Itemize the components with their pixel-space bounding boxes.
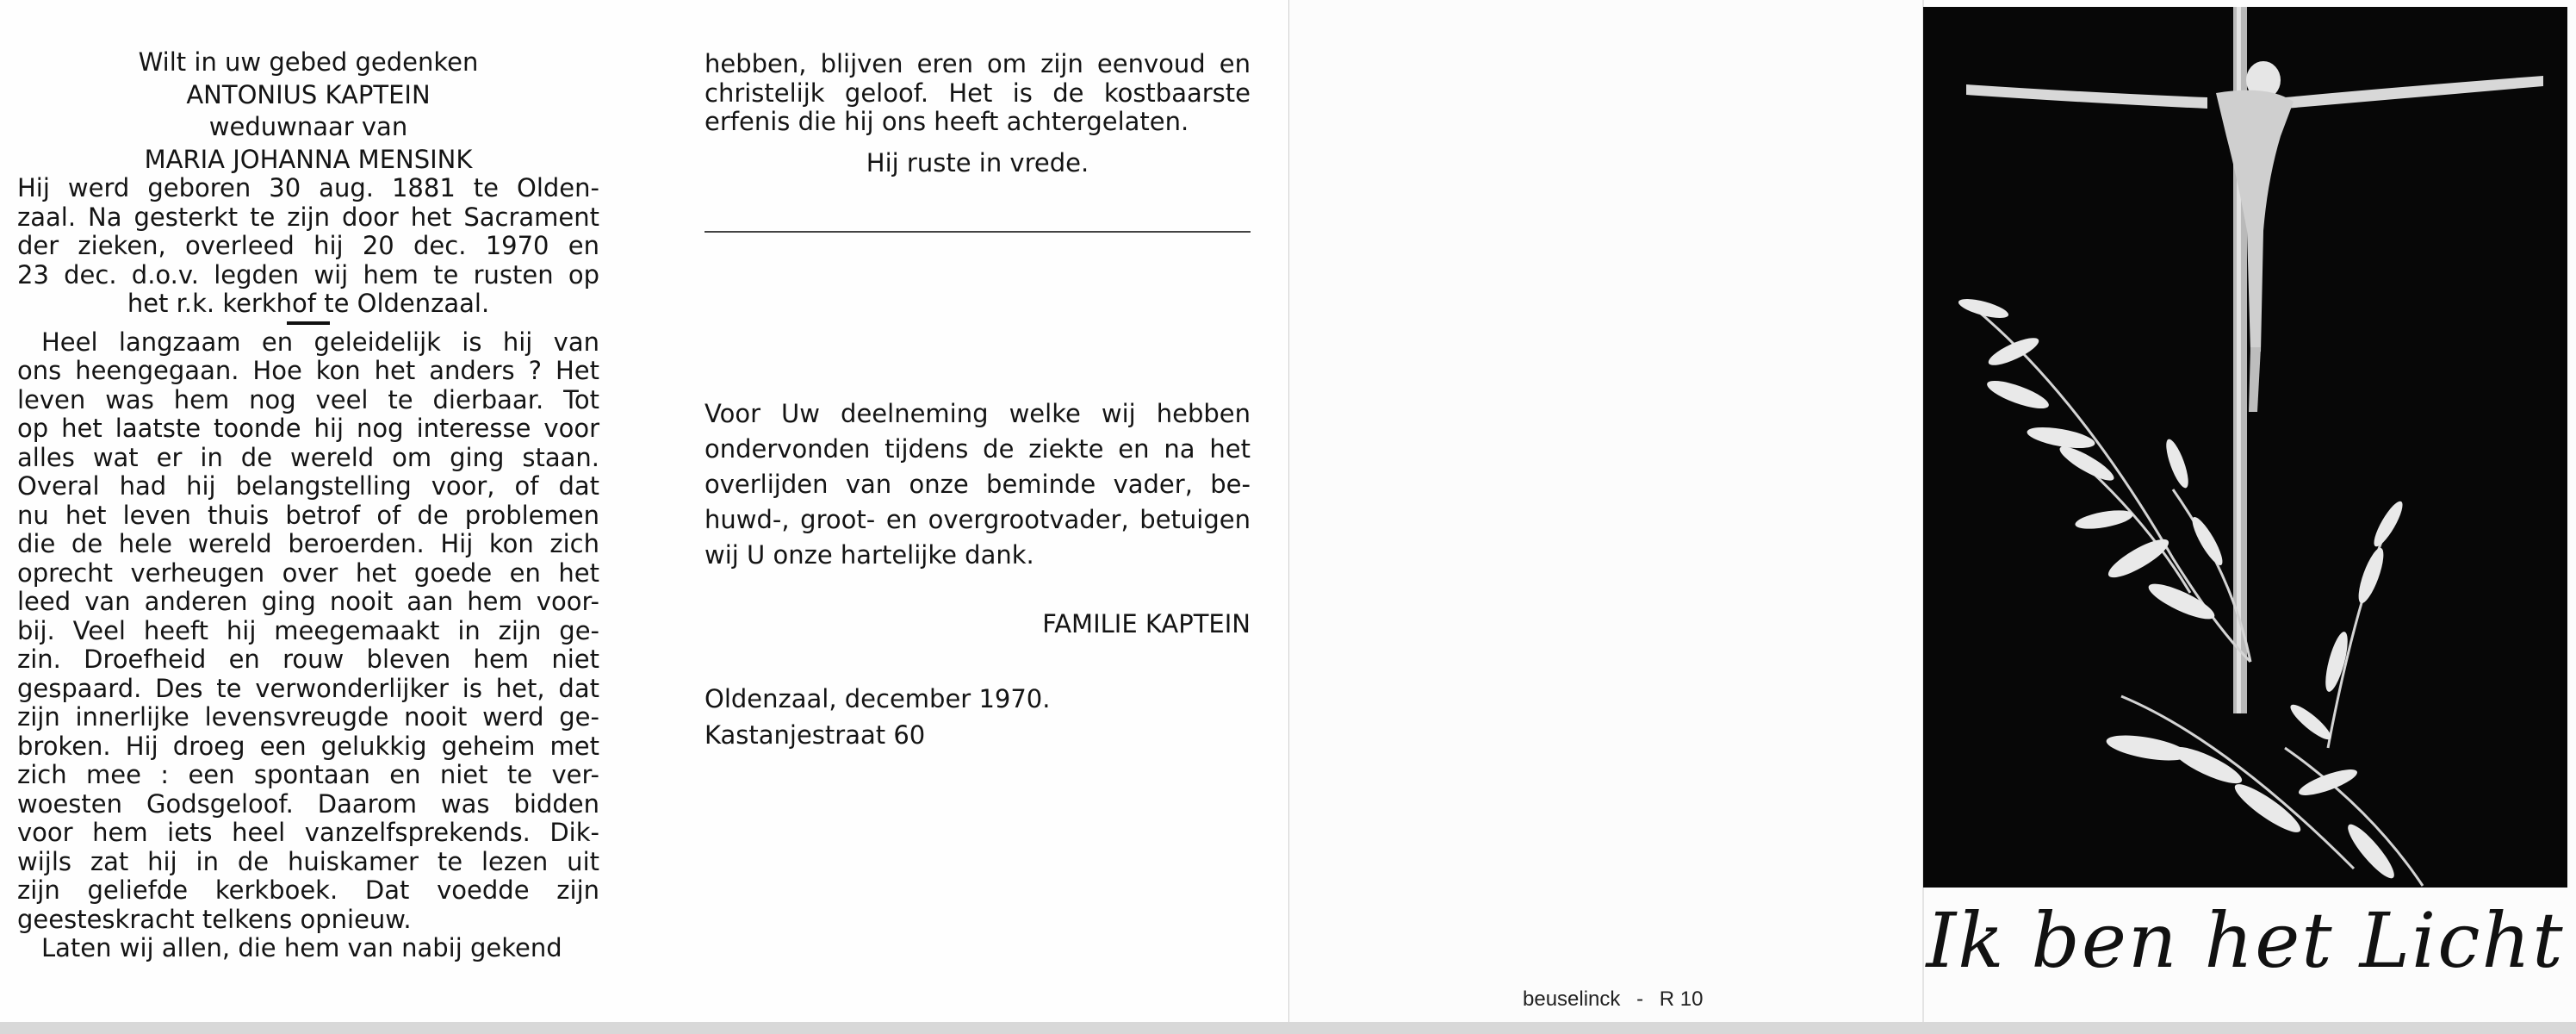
text-line: erfenis die hij ons heeft achtergelaten. bbox=[705, 107, 1189, 136]
text-line: zin. Droefheid en rouw bleven hem niet bbox=[17, 645, 599, 674]
text-line: Voor Uw deelneming welke wij hebben bbox=[705, 399, 1251, 428]
family-signature: FAMILIE KAPTEIN bbox=[1042, 609, 1251, 638]
text-line: Hij werd geboren 30 aug. 1881 te Olden- bbox=[17, 173, 599, 202]
text-line: gespaard. Des te verwonderlijker is het, dat bbox=[17, 673, 599, 703]
text-line: leed van anderen ging nooit aan hem voor- bbox=[17, 587, 599, 616]
text-line: zijn geliefde kerkboek. Dat voedde zijn bbox=[17, 875, 599, 905]
text-line: voor hem iets heel vanzelfsprekends. Dik- bbox=[17, 818, 599, 847]
obituary-column-left bbox=[17, 48, 599, 963]
text-line: ons heengegaan. Hoe kon het anders ? Het bbox=[17, 356, 599, 385]
text-line: leven was hem nog veel te dierbaar. Tot bbox=[17, 384, 599, 414]
biography-paragraph bbox=[17, 174, 599, 319]
text-line: Heel langzaam en geleidelijk is hij van bbox=[41, 327, 599, 357]
text-line: der zieken, overleed hij 20 dec. 1970 en bbox=[17, 231, 599, 260]
text-line: christelijk geloof. Het is de kostbaarste bbox=[705, 78, 1251, 108]
text-line: woesten Godsgeloof. Daarom was bidden bbox=[17, 788, 599, 819]
text-line: zaal. Na gesterkt te zijn door het Sacrament bbox=[17, 202, 599, 232]
obituary-column-right bbox=[705, 50, 1251, 178]
thanks-paragraph bbox=[705, 396, 1251, 573]
text-line: wij U onze hartelijke dank. bbox=[705, 540, 1034, 570]
crucifix-photograph bbox=[1923, 7, 2567, 888]
text-line: hebben, blijven eren om zijn eenvoud en bbox=[705, 49, 1251, 78]
card-slogan: Ik ben het Licht bbox=[1926, 896, 2565, 985]
text-line: wijls zat hij in de huiskamer te lezen uit bbox=[17, 846, 599, 876]
printer-code: R 10 bbox=[1659, 987, 1704, 1011]
text-line: zijn innerlijke levensvreugde nooit werd ge- bbox=[17, 702, 599, 732]
address: Kastanjestraat 60 bbox=[705, 720, 926, 750]
text-line: Laten wij allen, die hem van nabij gekend bbox=[41, 933, 562, 962]
text-line: overlijden van onze beminde vader, be- bbox=[705, 470, 1251, 499]
crucifix-illustration bbox=[1923, 7, 2567, 888]
text-line: die de hele wereld beroerden. Hij kon zich bbox=[17, 529, 599, 558]
deceased-name: ANTONIUS KAPTEIN bbox=[186, 79, 431, 109]
card-inside-spread bbox=[0, 0, 1289, 1022]
text-line: oprecht verheugen over het goede en het bbox=[17, 557, 599, 588]
text-line: huwd-, groot- en overgrootvader, betuigen bbox=[705, 505, 1251, 534]
printer-name: beuselinck bbox=[1523, 987, 1621, 1011]
place-date: Oldenzaal, december 1970. bbox=[705, 684, 1051, 713]
text-line: nu het leven thuis betrof of de problemen bbox=[17, 500, 599, 530]
place-and-address bbox=[705, 681, 1251, 753]
text-line: broken. Hij droeg een gelukkig geheim met bbox=[17, 731, 599, 761]
text-line: ondervonden tijdens de ziekte en na het bbox=[705, 434, 1251, 464]
printer-mark bbox=[1523, 987, 1703, 1012]
printer-separator: - bbox=[1636, 987, 1644, 1011]
scan-margin bbox=[0, 1022, 2576, 1034]
text-line: bij. Veel heeft hij meegemaakt in zijn ge- bbox=[17, 615, 599, 645]
intro-line: Wilt in uw gebed gedenken bbox=[138, 47, 479, 77]
spouse-name: MARIA JOHANNA MENSINK bbox=[144, 144, 473, 174]
text-line: zich mee : een spontaan en niet te ver- bbox=[17, 760, 599, 789]
text-line: alles wat er in de wereld om ging staan. bbox=[17, 442, 599, 472]
divider-rule bbox=[705, 231, 1251, 233]
widower-line: weduwnaar van bbox=[208, 112, 408, 141]
memorial-paragraph bbox=[17, 328, 599, 963]
section-dash bbox=[287, 321, 330, 325]
text-line: 23 dec. d.o.v. legden wij hem te rusten op bbox=[17, 259, 599, 290]
text-line: Overal had hij belangstelling voor, of dat bbox=[17, 471, 599, 501]
text-line: het r.k. kerkhof te Oldenzaal. bbox=[127, 289, 490, 318]
text-line: op het laatste toonde hij nog interesse voor bbox=[17, 414, 599, 443]
text-line: geesteskracht telkens opnieuw. bbox=[17, 904, 412, 934]
rest-in-peace-line: Hij ruste in vrede. bbox=[866, 147, 1089, 178]
